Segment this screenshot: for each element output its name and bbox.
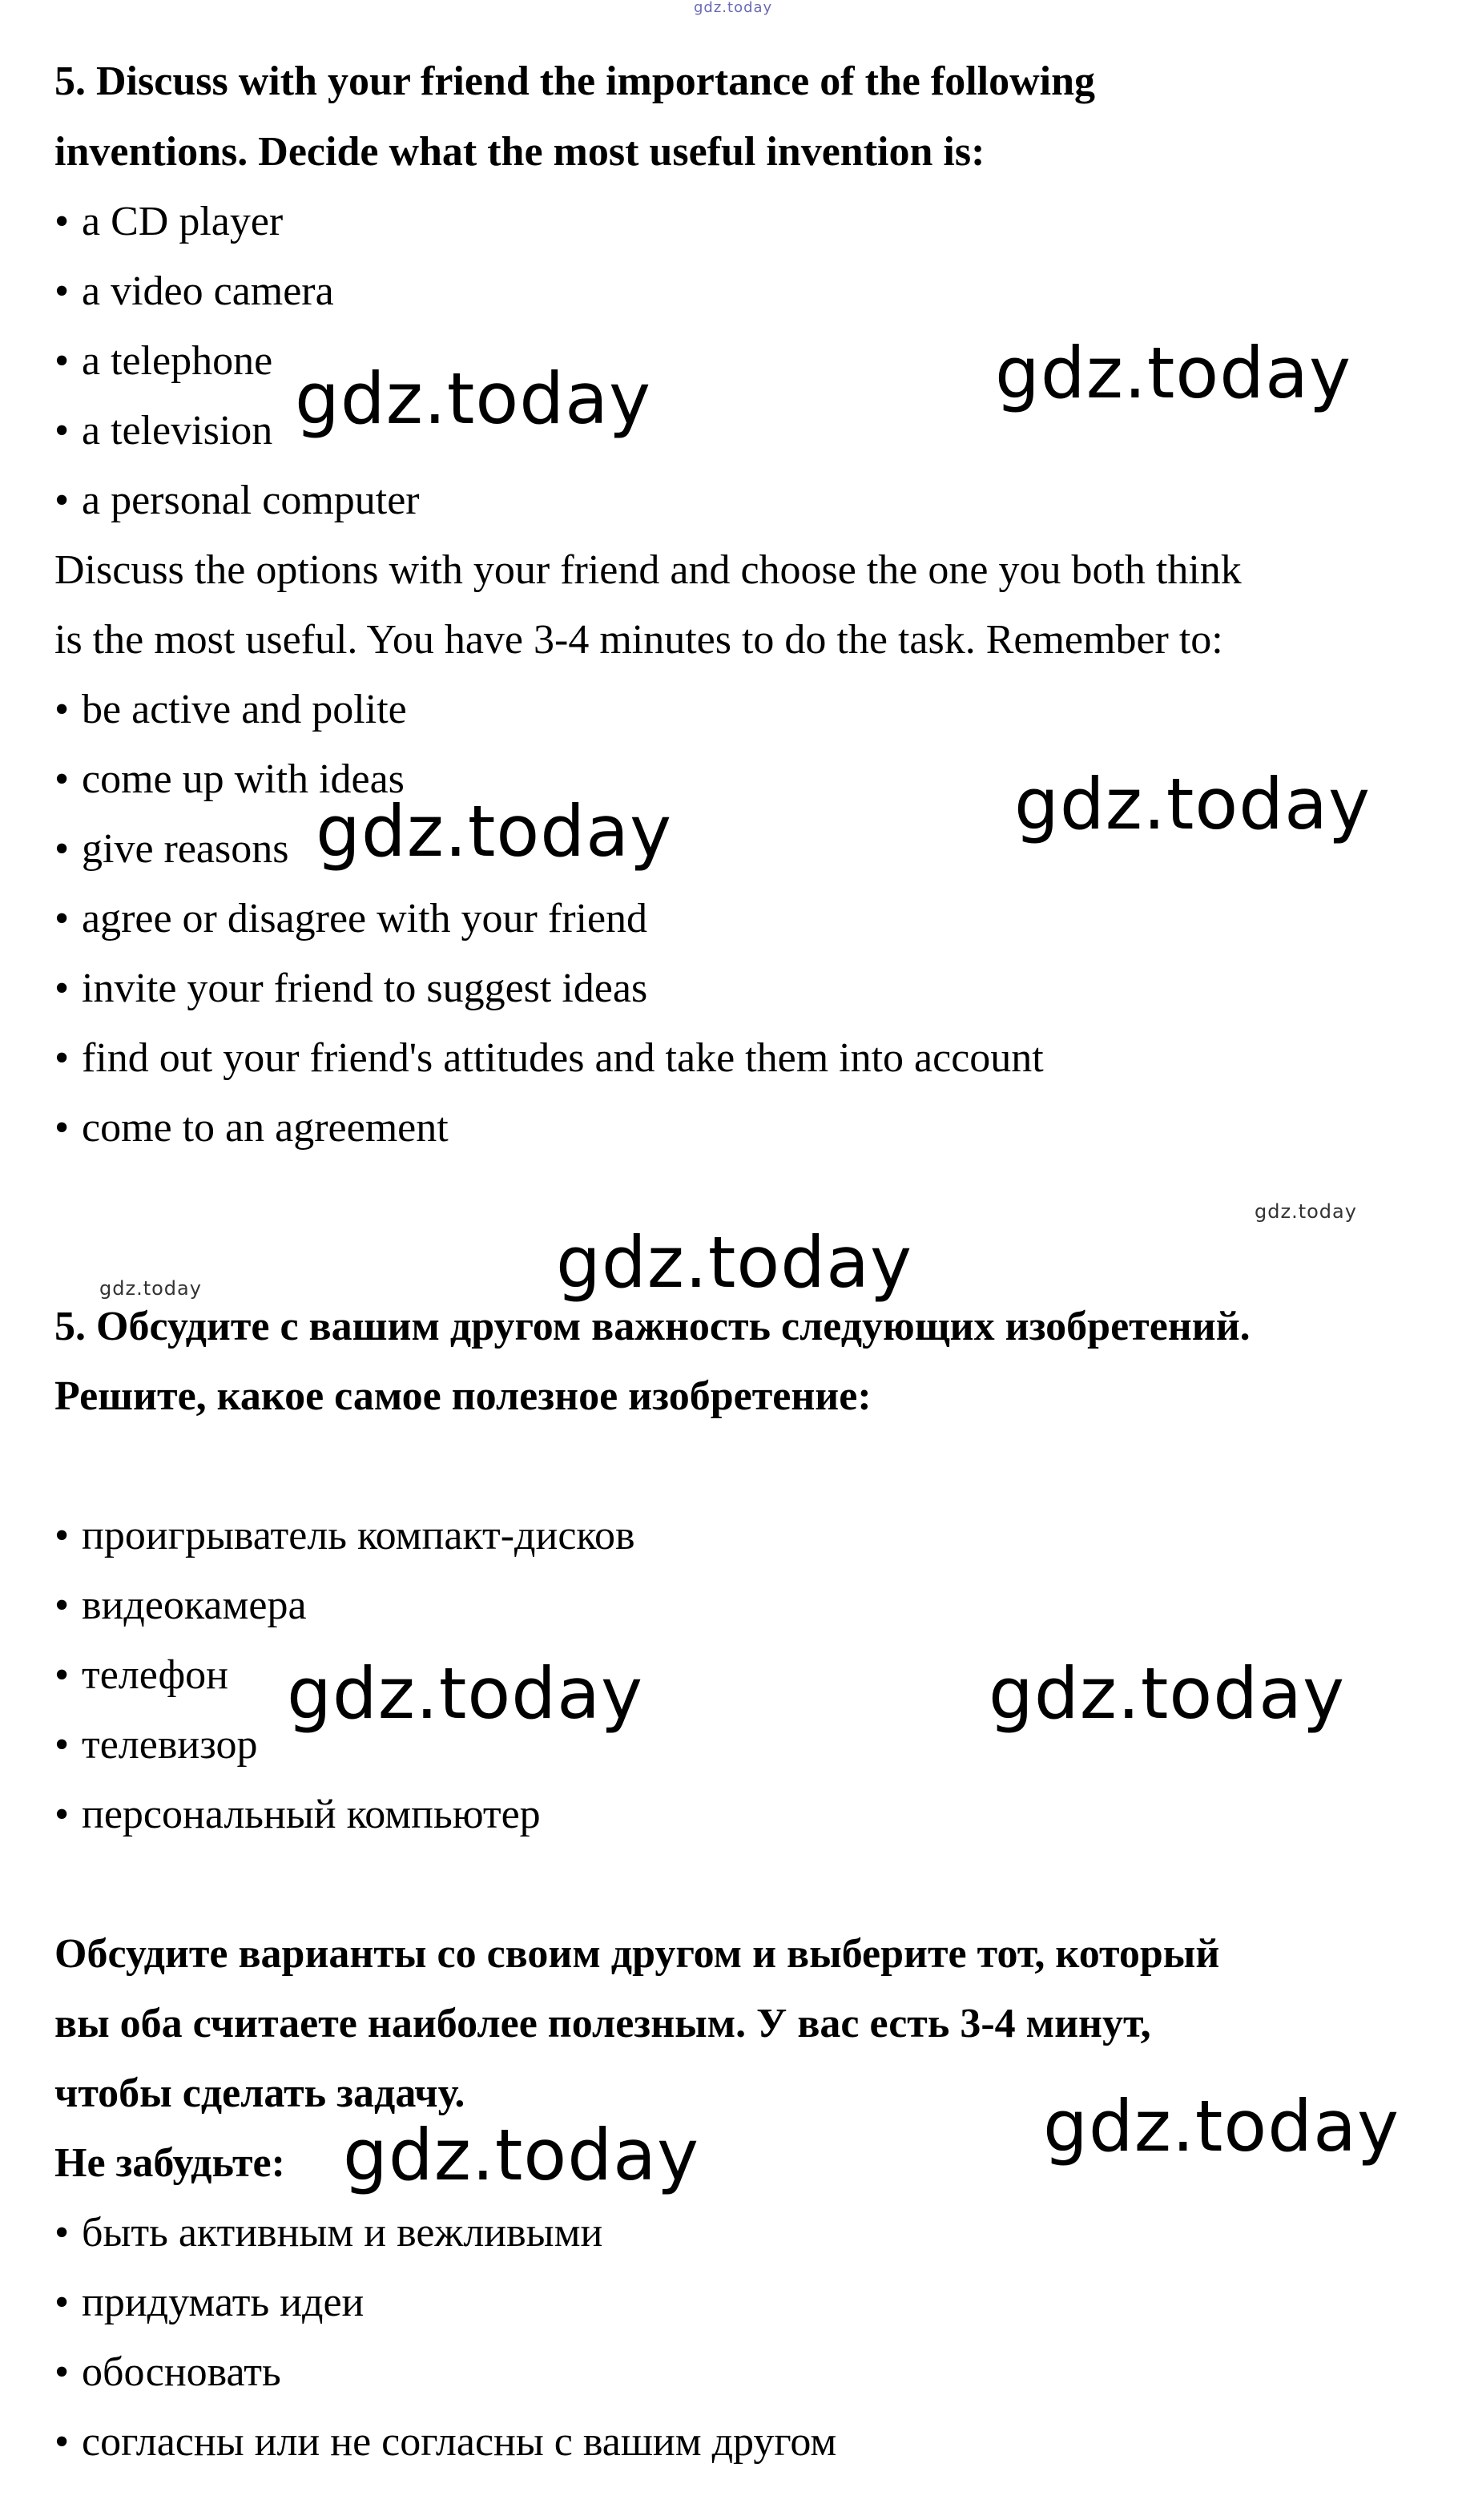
russian-invention-item (54, 1582, 307, 1630)
russian-invention-item (54, 1651, 228, 1699)
watermark-top: gdz.today (694, 0, 773, 16)
russian-instructions-line-1: Обсудите варианты со своим другом и выберите тот, который (54, 1931, 1220, 1977)
watermark: gdz.today (316, 790, 673, 873)
russian-reminder-label: согласны или не согласны с вашим другом (82, 2419, 837, 2465)
watermark: gdz.today (295, 357, 652, 440)
bullet-icon: • (54, 1652, 70, 1698)
russian-reminder-item (54, 2418, 836, 2466)
russian-remember-label: Не забудьте: (54, 2140, 285, 2186)
english-invention-item (54, 268, 334, 316)
english-instructions-line-2: is the most useful. You have 3-4 minutes to do the task. Remember to: (54, 617, 1223, 663)
watermark: gdz.today (995, 332, 1352, 414)
russian-reminder-label: придумать идеи (82, 2280, 364, 2325)
watermark: gdz.today (343, 2114, 700, 2196)
russian-invention-label: проигрыватель компакт-дисков (82, 1513, 635, 1558)
russian-invention-item (54, 1512, 635, 1560)
bullet-icon: • (54, 1105, 70, 1151)
english-instructions-line-1: Discuss the options with your friend and choose the one you both think (54, 547, 1242, 593)
russian-reminder-item (54, 2209, 602, 2257)
english-invention-item (54, 477, 420, 525)
english-reminder-label: invite your friend to suggest ideas (82, 966, 648, 1011)
russian-invention-label: телефон (82, 1652, 228, 1698)
bullet-icon: • (54, 1792, 70, 1837)
watermark: gdz.today (989, 1652, 1346, 1735)
english-invention-label: a personal computer (82, 478, 420, 523)
bullet-icon: • (54, 1035, 70, 1081)
watermark-small: gdz.today (99, 1277, 202, 1300)
bullet-icon: • (54, 2349, 70, 2395)
english-invention-item (54, 198, 283, 246)
bullet-icon: • (54, 2280, 70, 2325)
russian-heading-line-2: Решите, какое самое полезное изобретение: (54, 1373, 872, 1419)
english-invention-label: a television (82, 408, 273, 454)
watermark: gdz.today (556, 1221, 913, 1304)
english-reminder-item (54, 965, 647, 1013)
russian-reminder-item (54, 2279, 364, 2327)
russian-reminder-label: обосновать (82, 2349, 281, 2395)
bullet-icon: • (54, 199, 70, 244)
bullet-icon: • (54, 478, 70, 523)
bullet-icon: • (54, 687, 70, 732)
english-invention-label: a CD player (82, 199, 284, 244)
english-reminder-label: come to an agreement (82, 1105, 449, 1151)
english-reminder-item (54, 825, 288, 873)
english-heading-line-1: 5. Discuss with your friend the importance of the following (54, 58, 1096, 104)
russian-invention-label: персональный компьютер (82, 1792, 541, 1837)
russian-instructions-line-2: вы оба считаете наиболее полезным. У вас есть 3-4 минут, (54, 2001, 1151, 2046)
bullet-icon: • (54, 966, 70, 1011)
watermark: gdz.today (1043, 2085, 1400, 2167)
watermark: gdz.today (287, 1652, 644, 1735)
bullet-icon: • (54, 1513, 70, 1558)
english-invention-label: a telephone (82, 338, 273, 384)
russian-invention-label: видеокамера (82, 1583, 307, 1628)
watermark: gdz.today (1014, 763, 1371, 845)
english-invention-item (54, 337, 272, 385)
english-invention-label: a video camera (82, 268, 334, 314)
russian-reminder-item (54, 2349, 281, 2397)
english-reminder-label: come up with ideas (82, 756, 405, 802)
english-reminder-item (54, 1104, 449, 1152)
bullet-icon: • (54, 408, 70, 454)
english-reminder-label: find out your friend's attitudes and take them into account (82, 1035, 1044, 1081)
english-reminder-label: give reasons (82, 826, 289, 872)
russian-invention-label: телевизор (82, 1722, 258, 1768)
bullet-icon: • (54, 1722, 70, 1768)
bullet-icon: • (54, 896, 70, 941)
english-reminder-item (54, 1034, 1044, 1083)
english-reminder-label: be active and polite (82, 687, 407, 732)
russian-instructions-line-3: чтобы сделать задачу. (54, 2070, 465, 2116)
english-reminder-label: agree or disagree with your friend (82, 896, 648, 941)
russian-reminder-label: быть активным и вежливыми (82, 2210, 603, 2256)
english-reminder-item (54, 686, 407, 734)
bullet-icon: • (54, 756, 70, 802)
russian-invention-item (54, 1791, 541, 1839)
english-heading-line-2: inventions. Decide what the most useful invention is: (54, 129, 985, 175)
bullet-icon: • (54, 1583, 70, 1628)
english-reminder-item (54, 895, 647, 943)
bullet-icon: • (54, 2419, 70, 2465)
bullet-icon: • (54, 826, 70, 872)
russian-invention-item (54, 1721, 257, 1769)
bullet-icon: • (54, 268, 70, 314)
bullet-icon: • (54, 2210, 70, 2256)
russian-heading-line-1: 5. Обсудите с вашим другом важность следующих изобретений. (54, 1304, 1251, 1349)
bullet-icon: • (54, 338, 70, 384)
english-invention-item (54, 407, 272, 455)
watermark-small: gdz.today (1255, 1200, 1357, 1223)
